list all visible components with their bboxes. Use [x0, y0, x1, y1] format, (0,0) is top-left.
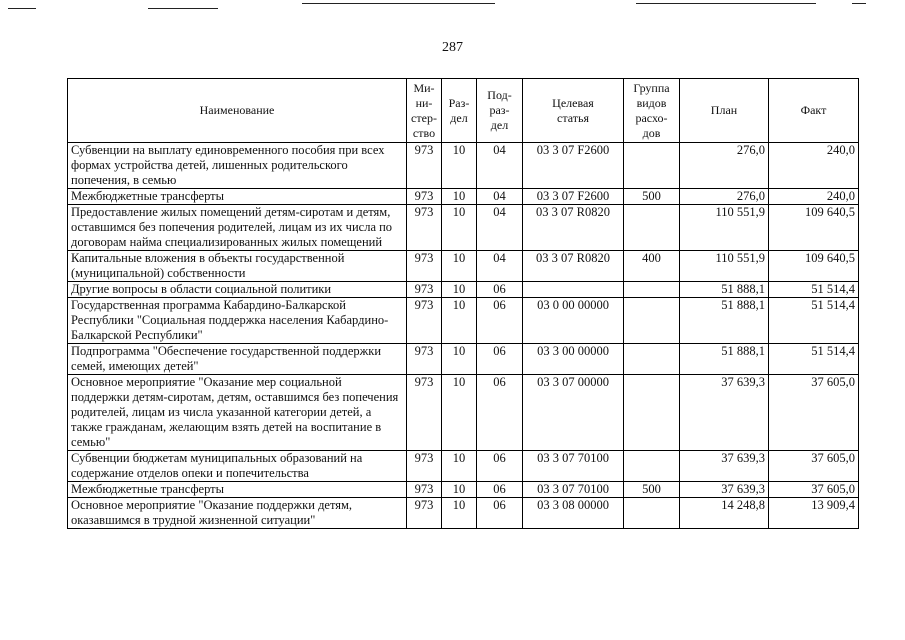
cell-section: 10	[442, 143, 477, 189]
cell-plan: 110 551,9	[680, 205, 769, 251]
cell-name: Субвенции бюджетам муниципальных образований на содержание отделов опеки и попечительства	[68, 451, 407, 482]
cell-section: 10	[442, 205, 477, 251]
cell-ministry: 973	[407, 282, 442, 298]
cell-subsection: 04	[477, 205, 523, 251]
cell-fact: 37 605,0	[769, 482, 859, 498]
scan-artifact-line	[8, 8, 36, 9]
cell-target	[523, 282, 624, 298]
cell-group: 400	[624, 251, 680, 282]
cell-target: 03 3 07 F2600	[523, 143, 624, 189]
cell-subsection: 06	[477, 344, 523, 375]
cell-fact: 240,0	[769, 143, 859, 189]
cell-section: 10	[442, 282, 477, 298]
table-row	[68, 251, 859, 282]
cell-section: 10	[442, 251, 477, 282]
table-row	[68, 282, 859, 298]
cell-fact: 51 514,4	[769, 282, 859, 298]
table-row	[68, 189, 859, 205]
cell-section: 10	[442, 344, 477, 375]
cell-target: 03 3 08 00000	[523, 498, 624, 529]
cell-subsection: 06	[477, 298, 523, 344]
cell-name: Субвенции на выплату единовременного пособия при всех формах устройства детей, лишенных родительского попечения, в семью	[68, 143, 407, 189]
cell-plan: 14 248,8	[680, 498, 769, 529]
cell-target: 03 3 07 R0820	[523, 251, 624, 282]
header-section: Раз- дел	[442, 79, 477, 143]
scan-artifact-line	[636, 3, 816, 4]
cell-plan: 51 888,1	[680, 344, 769, 375]
cell-ministry: 973	[407, 451, 442, 482]
scan-artifact-line	[148, 8, 218, 9]
table-row	[68, 375, 859, 451]
table-row	[68, 498, 859, 529]
header-ministry: Ми- ни- стер- ство	[407, 79, 442, 143]
cell-ministry: 973	[407, 298, 442, 344]
cell-name: Основное мероприятие "Оказание поддержки детям, оказавшимся в трудной жизненной ситуации"	[68, 498, 407, 529]
cell-section: 10	[442, 482, 477, 498]
table-row	[68, 482, 859, 498]
header-plan: План	[680, 79, 769, 143]
cell-group	[624, 375, 680, 451]
cell-fact: 51 514,4	[769, 298, 859, 344]
cell-section: 10	[442, 498, 477, 529]
cell-subsection: 06	[477, 282, 523, 298]
cell-target: 03 0 00 00000	[523, 298, 624, 344]
cell-subsection: 04	[477, 189, 523, 205]
cell-name: Государственная программа Кабардино-Балкарской Республики "Социальная поддержка населения Кабардино-Балкарской Республики"	[68, 298, 407, 344]
header-fact: Факт	[769, 79, 859, 143]
cell-ministry: 973	[407, 498, 442, 529]
cell-target: 03 3 07 R0820	[523, 205, 624, 251]
cell-plan: 110 551,9	[680, 251, 769, 282]
scan-artifact-line	[302, 3, 495, 4]
cell-name: Межбюджетные трансферты	[68, 482, 407, 498]
cell-subsection: 06	[477, 498, 523, 529]
cell-name: Основное мероприятие "Оказание мер социальной поддержки детям-сиротам, детям, оставшимся без попечения родителей, лицам из числа указанной категории детей, а также гражданам, желающим взять детей на воспитание в семью"	[68, 375, 407, 451]
scan-artifact-line	[852, 3, 866, 4]
cell-ministry: 973	[407, 344, 442, 375]
cell-ministry: 973	[407, 482, 442, 498]
cell-section: 10	[442, 298, 477, 344]
cell-plan: 37 639,3	[680, 451, 769, 482]
cell-target: 03 3 07 70100	[523, 482, 624, 498]
cell-group: 500	[624, 482, 680, 498]
budget-table	[67, 78, 859, 529]
cell-name: Подпрограмма "Обеспечение государственной поддержки семей, имеющих детей"	[68, 344, 407, 375]
table-row	[68, 143, 859, 189]
table-row	[68, 298, 859, 344]
cell-plan: 37 639,3	[680, 375, 769, 451]
cell-name: Предоставление жилых помещений детям-сиротам и детям, оставшимся без попечения родителей, лицам из их числа по договорам найма специализированных жилых помещений	[68, 205, 407, 251]
cell-fact: 37 605,0	[769, 375, 859, 451]
table-row	[68, 344, 859, 375]
table-row	[68, 205, 859, 251]
cell-fact: 51 514,4	[769, 344, 859, 375]
cell-group: 500	[624, 189, 680, 205]
cell-fact: 109 640,5	[769, 205, 859, 251]
cell-target: 03 3 07 F2600	[523, 189, 624, 205]
cell-target: 03 3 07 70100	[523, 451, 624, 482]
cell-plan: 51 888,1	[680, 298, 769, 344]
cell-group	[624, 344, 680, 375]
cell-target: 03 3 07 00000	[523, 375, 624, 451]
cell-section: 10	[442, 375, 477, 451]
cell-plan: 51 888,1	[680, 282, 769, 298]
cell-section: 10	[442, 189, 477, 205]
page-number: 287	[442, 40, 463, 55]
cell-ministry: 973	[407, 205, 442, 251]
cell-subsection: 06	[477, 482, 523, 498]
header-subsection: Под- раз- дел	[477, 79, 523, 143]
cell-ministry: 973	[407, 189, 442, 205]
cell-plan: 276,0	[680, 143, 769, 189]
cell-target: 03 3 00 00000	[523, 344, 624, 375]
cell-fact: 37 605,0	[769, 451, 859, 482]
cell-section: 10	[442, 451, 477, 482]
cell-group	[624, 143, 680, 189]
cell-fact: 240,0	[769, 189, 859, 205]
cell-group	[624, 282, 680, 298]
cell-plan: 276,0	[680, 189, 769, 205]
cell-name: Другие вопросы в области социальной политики	[68, 282, 407, 298]
cell-name: Капитальные вложения в объекты государственной (муниципальной) собственности	[68, 251, 407, 282]
cell-plan: 37 639,3	[680, 482, 769, 498]
header-target: Целевая статья	[523, 79, 624, 143]
cell-group	[624, 205, 680, 251]
cell-subsection: 06	[477, 451, 523, 482]
cell-subsection: 04	[477, 251, 523, 282]
cell-subsection: 04	[477, 143, 523, 189]
header-name: Наименование	[68, 79, 407, 143]
cell-fact: 13 909,4	[769, 498, 859, 529]
cell-name: Межбюджетные трансферты	[68, 189, 407, 205]
header-expense-group: Группа видов расхо- дов	[624, 79, 680, 143]
cell-ministry: 973	[407, 251, 442, 282]
cell-fact: 109 640,5	[769, 251, 859, 282]
cell-group	[624, 298, 680, 344]
table-header-row	[68, 79, 859, 143]
table-row	[68, 451, 859, 482]
cell-ministry: 973	[407, 143, 442, 189]
cell-ministry: 973	[407, 375, 442, 451]
cell-group	[624, 498, 680, 529]
cell-subsection: 06	[477, 375, 523, 451]
cell-group	[624, 451, 680, 482]
